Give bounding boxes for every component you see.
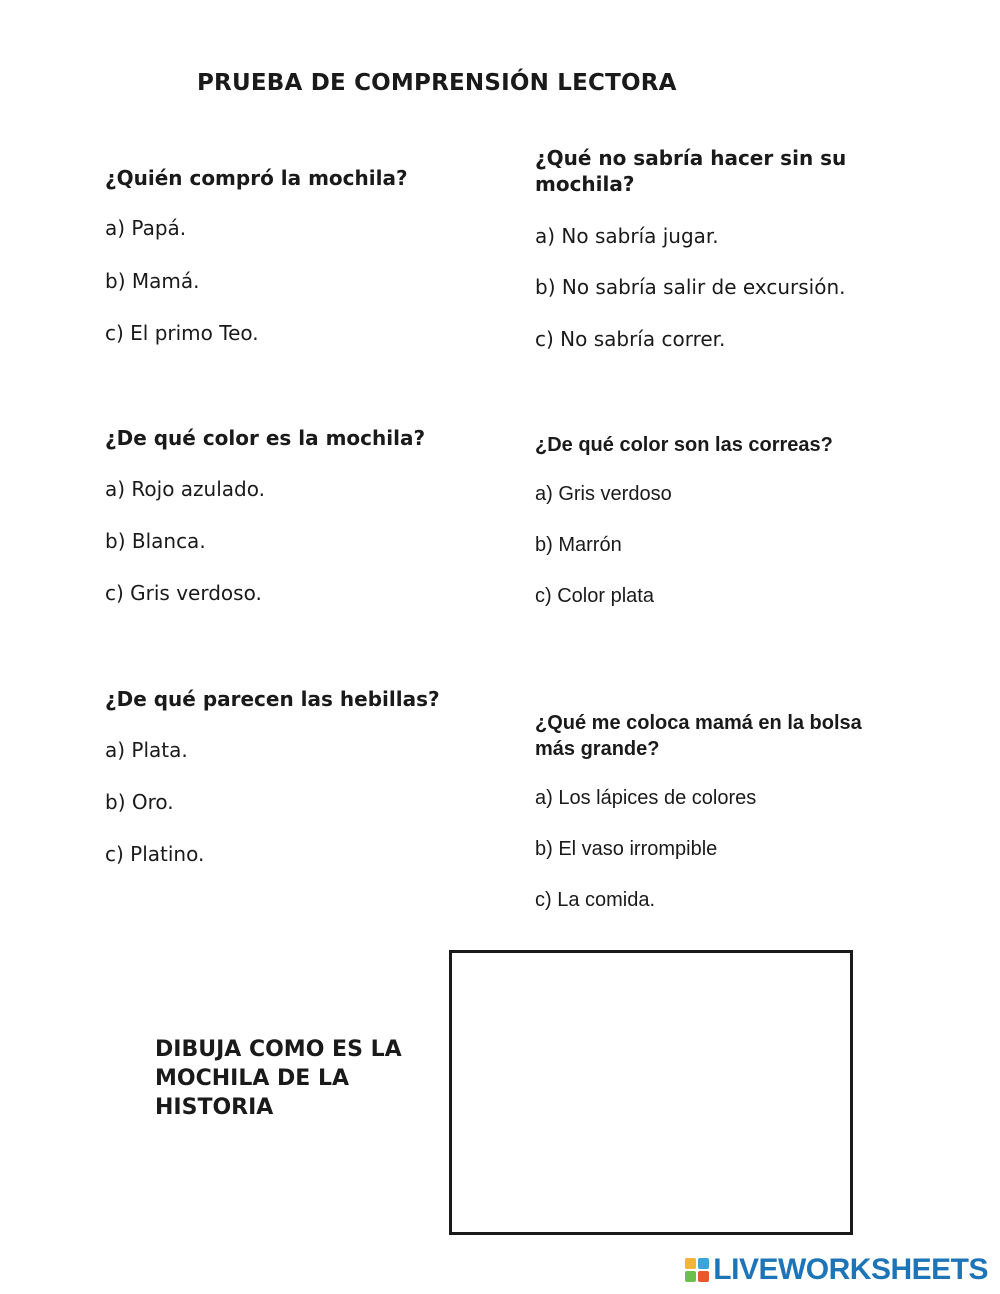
question-6-option-a[interactable]: a) Los lápices de colores	[535, 787, 757, 809]
question-4-option-a[interactable]: a) No sabría jugar.	[535, 224, 719, 248]
question-4-option-c[interactable]: c) No sabría correr.	[535, 327, 726, 351]
question-6: ¿Qué me coloca mamá en la bolsa más grande?	[535, 712, 862, 760]
question-6-option-c[interactable]: c) La comida.	[535, 889, 656, 911]
question-1-option-c[interactable]: c) El primo Teo.	[105, 321, 259, 345]
question-3: ¿De qué parecen las hebillas?	[105, 687, 440, 711]
question-1-option-b[interactable]: b) Mamá.	[105, 269, 200, 293]
question-6-option-b[interactable]: b) El vaso irrompible	[535, 838, 718, 860]
question-5: ¿De qué color son las correas?	[535, 434, 833, 456]
question-2-option-c[interactable]: c) Gris verdoso.	[105, 581, 262, 605]
question-1-option-a[interactable]: a) Papá.	[105, 216, 187, 240]
drawing-instruction: DIBUJA COMO ES LA MOCHILA DE LA HISTORIA	[155, 1037, 402, 1120]
brand-name: LIVEWORKSHEETS	[713, 1253, 988, 1286]
drawing-box[interactable]	[449, 950, 853, 1235]
question-1: ¿Quién compró la mochila?	[105, 166, 408, 190]
question-3-option-b[interactable]: b) Oro.	[105, 790, 174, 814]
question-5-option-b[interactable]: b) Marrón	[535, 534, 622, 556]
liveworksheets-logo-icon	[685, 1258, 709, 1282]
question-5-option-a[interactable]: a) Gris verdoso	[535, 483, 672, 505]
question-4: ¿Qué no sabría hacer sin su mochila?	[535, 146, 847, 196]
liveworksheets-brand	[685, 1252, 988, 1288]
question-5-option-c[interactable]: c) Color plata	[535, 585, 654, 607]
question-4-option-b[interactable]: b) No sabría salir de excursión.	[535, 275, 846, 299]
question-3-option-a[interactable]: a) Plata.	[105, 738, 188, 762]
question-3-option-c[interactable]: c) Platino.	[105, 842, 205, 866]
page-title: PRUEBA DE COMPRENSIÓN LECTORA	[197, 70, 677, 96]
question-2-option-b[interactable]: b) Blanca.	[105, 529, 206, 553]
question-2: ¿De qué color es la mochila?	[105, 426, 426, 450]
question-2-option-a[interactable]: a) Rojo azulado.	[105, 477, 265, 501]
